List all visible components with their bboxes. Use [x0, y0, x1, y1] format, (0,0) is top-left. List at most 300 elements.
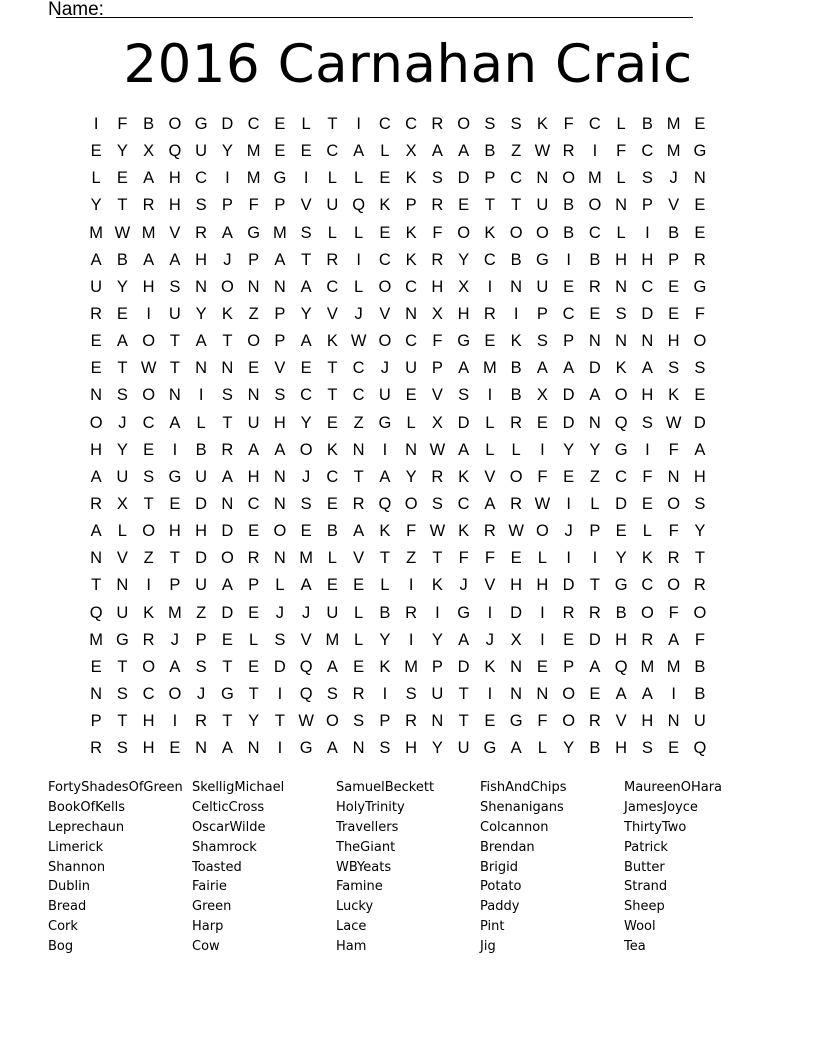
grid-letter: A — [169, 250, 181, 269]
grid-letter: G — [247, 223, 261, 242]
grid-letter: X — [143, 142, 155, 161]
grid-letter: T — [274, 712, 285, 731]
grid-letter: T — [353, 467, 364, 486]
grid-letter: I — [540, 630, 545, 649]
word-list-item: Shamrock — [192, 839, 257, 855]
grid-letter: I — [172, 712, 178, 731]
grid-letter: I — [487, 386, 493, 405]
grid-letter: G — [693, 142, 707, 161]
grid-letter: O — [693, 603, 707, 622]
grid-letter: O — [457, 223, 471, 242]
grid-letter: I — [592, 142, 598, 161]
grid-letter: R — [142, 630, 155, 649]
grid-letter: N — [352, 739, 365, 758]
grid-letter: H — [247, 467, 260, 486]
word-list-item: Sheep — [624, 899, 665, 915]
grid-letter: H — [641, 386, 654, 405]
grid-letter: K — [510, 332, 522, 351]
word-list-row — [48, 897, 768, 917]
grid-row — [83, 220, 733, 247]
grid-letter: T — [143, 495, 154, 514]
grid-letter: E — [143, 440, 155, 459]
grid-letter: V — [169, 223, 181, 242]
grid-letter: G — [220, 685, 234, 704]
word-list-item: Shenanigans — [480, 800, 564, 816]
grid-letter: O — [509, 223, 523, 242]
grid-letter: U — [195, 142, 208, 161]
grid-letter: S — [668, 359, 680, 378]
grid-letter: Y — [221, 142, 233, 161]
grid-letter: T — [694, 549, 705, 568]
word-list-item: MaureenOHara — [624, 780, 723, 796]
grid-letter: H — [510, 576, 523, 595]
grid-letter: J — [302, 467, 311, 486]
grid-letter: D — [615, 495, 628, 514]
grid-letter: B — [563, 196, 575, 215]
grid-letter: S — [641, 169, 653, 188]
grid-letter: Y — [589, 440, 601, 459]
grid-letter: R — [431, 115, 444, 134]
grid-letter: A — [274, 250, 286, 269]
word-list-item: OscarWilde — [192, 819, 266, 835]
word-list-item: Shannon — [48, 859, 106, 875]
grid-letter: C — [641, 277, 654, 296]
grid-letter: N — [588, 413, 601, 432]
grid-letter: B — [615, 603, 627, 622]
grid-letter: W — [114, 223, 131, 242]
word-list-row — [48, 818, 768, 838]
grid-letter: N — [116, 576, 129, 595]
grid-row — [83, 111, 733, 138]
grid-letter: X — [431, 413, 443, 432]
word-list-item: TheGiant — [336, 839, 396, 855]
grid-letter: R — [510, 495, 523, 514]
grid-letter: A — [668, 630, 680, 649]
grid-letter: K — [405, 169, 417, 188]
grid-letter: C — [641, 576, 654, 595]
grid-letter: E — [353, 657, 365, 676]
grid-letter: N — [195, 277, 208, 296]
grid-letter: D — [641, 305, 654, 324]
grid-letter: H — [142, 277, 155, 296]
grid-letter: M — [299, 549, 313, 568]
grid-letter: R — [562, 603, 575, 622]
grid-letter: K — [405, 250, 417, 269]
grid-letter: A — [90, 522, 102, 541]
grid-letter: R — [405, 712, 418, 731]
grid-letter: G — [115, 630, 129, 649]
grid-letter: Y — [563, 440, 575, 459]
grid-letter: O — [562, 712, 576, 731]
grid-letter: R — [588, 603, 601, 622]
grid-letter: F — [668, 522, 679, 541]
grid-letter: E — [668, 305, 680, 324]
grid-letter: E — [668, 739, 680, 758]
grid-letter: E — [484, 712, 496, 731]
grid-letter: S — [300, 495, 312, 514]
grid-letter: T — [117, 196, 128, 215]
grid-letter: E — [116, 305, 128, 324]
grid-letter: O — [220, 549, 234, 568]
grid-letter: L — [485, 440, 495, 459]
word-list-item: Leprechaun — [48, 819, 125, 835]
grid-letter: A — [221, 467, 233, 486]
grid-row — [83, 410, 733, 437]
grid-letter: K — [484, 657, 496, 676]
word-list-row — [48, 917, 768, 937]
grid-letter: D — [195, 495, 208, 514]
grid-letter: N — [273, 549, 286, 568]
grid-letter: S — [458, 386, 470, 405]
grid-letter: U — [195, 576, 208, 595]
grid-letter: A — [169, 657, 181, 676]
grid-letter: H — [168, 169, 181, 188]
grid-letter: Q — [693, 739, 707, 758]
grid-letter: A — [536, 359, 548, 378]
grid-letter: M — [168, 603, 182, 622]
grid-letter: E — [563, 277, 575, 296]
grid-letter: I — [225, 169, 230, 188]
grid-letter: W — [508, 522, 524, 541]
name-underline — [56, 17, 693, 18]
grid-letter: S — [116, 685, 128, 704]
grid-letter: J — [118, 413, 127, 432]
grid-row — [83, 355, 733, 382]
word-list-item: FishAndChips — [480, 780, 567, 796]
grid-letter: I — [172, 440, 178, 459]
grid-letter: L — [301, 115, 311, 134]
grid-letter: L — [117, 522, 127, 541]
grid-letter: D — [221, 603, 234, 622]
grid-letter: T — [379, 549, 390, 568]
grid-letter: R — [405, 603, 418, 622]
grid-letter: U — [195, 467, 208, 486]
grid-letter: O — [614, 386, 628, 405]
grid-letter: I — [487, 685, 493, 704]
grid-letter: Z — [248, 305, 259, 324]
grid-letter: F — [537, 467, 548, 486]
word-list-item: Patrick — [624, 839, 668, 855]
grid-letter: R — [326, 250, 339, 269]
word-list-item: Colcannon — [480, 819, 549, 835]
grid-letter: W — [350, 332, 367, 351]
grid-letter: A — [169, 413, 181, 432]
grid-letter: B — [694, 657, 706, 676]
grid-letter: N — [431, 712, 444, 731]
grid-letter: S — [274, 630, 286, 649]
grid-letter: D — [562, 576, 575, 595]
grid-letter: C — [641, 142, 654, 161]
grid-letter: H — [667, 332, 680, 351]
grid-letter: I — [408, 630, 414, 649]
grid-letter: S — [116, 386, 128, 405]
grid-letter: E — [379, 223, 391, 242]
grid-letter: E — [169, 739, 181, 758]
grid-letter: I — [146, 576, 151, 595]
word-list-item: Cow — [192, 938, 220, 954]
grid-letter: L — [196, 413, 206, 432]
grid-letter: N — [693, 169, 706, 188]
grid-letter: K — [484, 223, 496, 242]
grid-letter: E — [248, 522, 260, 541]
grid-letter: P — [221, 196, 233, 215]
grid-letter: U — [168, 305, 181, 324]
grid-letter: E — [116, 169, 128, 188]
grid-letter: W — [534, 142, 551, 161]
grid-letter: K — [221, 305, 233, 324]
grid-letter: B — [589, 250, 601, 269]
grid-letter: S — [431, 495, 443, 514]
grid-letter: K — [326, 440, 338, 459]
grid-letter: A — [90, 250, 102, 269]
grid-letter: T — [117, 657, 128, 676]
word-list-row — [48, 857, 768, 877]
word-list-item: Bread — [48, 899, 87, 915]
grid-letter: Z — [589, 467, 600, 486]
grid-letter: A — [90, 467, 102, 486]
grid-letter: D — [588, 630, 601, 649]
grid-letter: D — [457, 413, 470, 432]
grid-letter: B — [510, 359, 522, 378]
grid-letter: T — [432, 549, 443, 568]
grid-letter: A — [694, 440, 706, 459]
word-list-row — [48, 778, 768, 798]
grid-letter: R — [483, 305, 496, 324]
grid-letter: R — [510, 413, 523, 432]
grid-letter: R — [431, 196, 444, 215]
grid-letter: L — [354, 277, 364, 296]
grid-letter: I — [671, 685, 676, 704]
grid-row — [83, 600, 733, 627]
word-list-item: Lace — [336, 918, 367, 934]
grid-letter: S — [510, 115, 522, 134]
page-title: 2016 Carnahan Craic — [123, 34, 693, 95]
grid-letter: W — [140, 359, 157, 378]
grid-letter: L — [354, 603, 364, 622]
grid-letter: P — [90, 712, 102, 731]
grid-letter: L — [327, 169, 337, 188]
grid-letter: S — [353, 712, 365, 731]
grid-letter: O — [404, 495, 418, 514]
grid-letter: U — [247, 413, 260, 432]
grid-letter: D — [588, 359, 601, 378]
grid-letter: D — [562, 413, 575, 432]
grid-letter: N — [536, 169, 549, 188]
grid-letter: A — [458, 359, 470, 378]
grid-letter: B — [116, 250, 128, 269]
word-list-item: Cork — [48, 918, 78, 934]
grid-letter: V — [300, 196, 312, 215]
grid-letter: E — [405, 386, 417, 405]
grid-letter: R — [641, 630, 654, 649]
grid-letter: Z — [143, 549, 154, 568]
grid-letter: Y — [431, 630, 443, 649]
grid-letter: L — [354, 223, 364, 242]
grid-letter: B — [668, 223, 680, 242]
grid-letter: M — [666, 142, 681, 161]
grid-letter: Y — [195, 305, 207, 324]
grid-letter: A — [379, 467, 391, 486]
grid-letter: A — [143, 169, 155, 188]
grid-letter: T — [117, 359, 128, 378]
grid-letter: F — [458, 549, 469, 568]
grid-letter: N — [510, 657, 523, 676]
grid-letter: T — [458, 712, 469, 731]
grid-letter: X — [536, 386, 548, 405]
grid-letter: J — [275, 603, 284, 622]
grid-letter: S — [221, 386, 233, 405]
grid-letter: E — [90, 657, 102, 676]
word-list — [48, 778, 768, 956]
grid-letter: Q — [168, 142, 182, 161]
grid-letter: D — [510, 603, 523, 622]
word-list-item: Pint — [480, 918, 505, 934]
grid-letter: O — [220, 277, 234, 296]
grid-letter: E — [90, 359, 102, 378]
grid-letter: A — [300, 332, 312, 351]
grid-letter: C — [588, 223, 601, 242]
grid-letter: T — [169, 359, 180, 378]
grid-letter: M — [141, 223, 156, 242]
letter-grid — [83, 111, 733, 762]
grid-letter: E — [221, 630, 233, 649]
grid-letter: P — [563, 332, 575, 351]
grid-letter: S — [143, 467, 155, 486]
word-list-item: Paddy — [480, 899, 520, 915]
grid-letter: Q — [299, 685, 313, 704]
grid-letter: J — [669, 169, 678, 188]
grid-letter: R — [431, 467, 444, 486]
grid-letter: C — [483, 250, 496, 269]
grid-letter: K — [458, 467, 470, 486]
grid-letter: Q — [378, 495, 392, 514]
grid-letter: G — [535, 250, 549, 269]
grid-letter: C — [405, 277, 418, 296]
grid-letter: Q — [89, 603, 103, 622]
grid-letter: I — [303, 169, 309, 188]
grid-letter: A — [248, 440, 260, 459]
word-list-row — [48, 798, 768, 818]
grid-letter: C — [352, 359, 365, 378]
grid-letter: I — [566, 549, 571, 568]
grid-letter: I — [592, 549, 598, 568]
grid-letter: H — [90, 440, 103, 459]
grid-letter: E — [458, 196, 470, 215]
grid-letter: P — [274, 196, 286, 215]
grid-letter: O — [142, 522, 156, 541]
grid-letter: S — [116, 739, 128, 758]
grid-letter: A — [116, 332, 128, 351]
word-list-item: Butter — [624, 859, 665, 875]
grid-letter: F — [537, 712, 548, 731]
grid-letter: L — [354, 169, 364, 188]
grid-letter: O — [457, 115, 471, 134]
grid-letter: Y — [563, 739, 575, 758]
grid-letter: M — [640, 657, 655, 676]
grid-letter: R — [90, 495, 103, 514]
grid-letter: A — [221, 739, 233, 758]
grid-letter: F — [432, 223, 443, 242]
grid-letter: Z — [406, 549, 417, 568]
grid-letter: P — [668, 250, 680, 269]
grid-row — [83, 274, 733, 301]
grid-letter: D — [457, 169, 470, 188]
grid-letter: G — [168, 467, 182, 486]
grid-letter: T — [222, 413, 233, 432]
grid-letter: A — [353, 142, 365, 161]
grid-letter: B — [195, 440, 207, 459]
grid-letter: I — [382, 685, 388, 704]
grid-letter: H — [457, 305, 470, 324]
grid-row — [83, 681, 733, 708]
grid-letter: U — [431, 685, 444, 704]
grid-letter: T — [589, 576, 600, 595]
grid-letter: G — [457, 332, 471, 351]
grid-letter: O — [640, 603, 654, 622]
grid-letter: L — [590, 495, 600, 514]
grid-letter: Y — [248, 712, 260, 731]
grid-letter: V — [274, 359, 286, 378]
grid-letter: L — [327, 223, 337, 242]
grid-letter: C — [615, 467, 628, 486]
grid-letter: A — [353, 522, 365, 541]
grid-letter: E — [379, 169, 391, 188]
word-list-item: Wool — [624, 918, 656, 934]
grid-row — [83, 654, 733, 681]
grid-letter: S — [195, 196, 207, 215]
grid-letter: R — [195, 712, 208, 731]
grid-letter: I — [356, 250, 361, 269]
grid-letter: E — [536, 413, 548, 432]
grid-letter: D — [221, 115, 234, 134]
grid-letter: E — [248, 603, 260, 622]
grid-letter: Y — [116, 142, 128, 161]
grid-letter: P — [431, 359, 443, 378]
grid-letter: B — [694, 685, 706, 704]
grid-letter: Z — [353, 413, 364, 432]
grid-letter: E — [484, 332, 496, 351]
grid-letter: U — [693, 712, 706, 731]
grid-letter: N — [641, 332, 654, 351]
grid-letter: P — [484, 169, 496, 188]
grid-letter: P — [536, 305, 548, 324]
grid-letter: I — [566, 495, 571, 514]
grid-letter: T — [222, 657, 233, 676]
word-list-item: Strand — [624, 879, 668, 895]
grid-letter: K — [143, 603, 155, 622]
grid-letter: E — [510, 549, 522, 568]
word-list-item: Harp — [192, 918, 224, 934]
grid-letter: A — [589, 657, 601, 676]
grid-letter: K — [379, 522, 391, 541]
grid-letter: K — [536, 115, 548, 134]
grid-letter: J — [354, 305, 363, 324]
grid-letter: U — [326, 603, 339, 622]
grid-letter: C — [326, 142, 339, 161]
grid-letter: E — [694, 386, 706, 405]
grid-letter: F — [616, 142, 627, 161]
grid-letter: C — [247, 495, 260, 514]
grid-letter: M — [89, 630, 103, 649]
grid-letter: E — [536, 657, 548, 676]
grid-letter: T — [327, 359, 338, 378]
grid-letter: G — [194, 115, 208, 134]
grid-letter: N — [90, 549, 103, 568]
grid-letter: L — [380, 576, 390, 595]
word-list-item: HolyTrinity — [336, 800, 405, 816]
grid-letter: G — [483, 739, 497, 758]
grid-letter: N — [615, 196, 628, 215]
